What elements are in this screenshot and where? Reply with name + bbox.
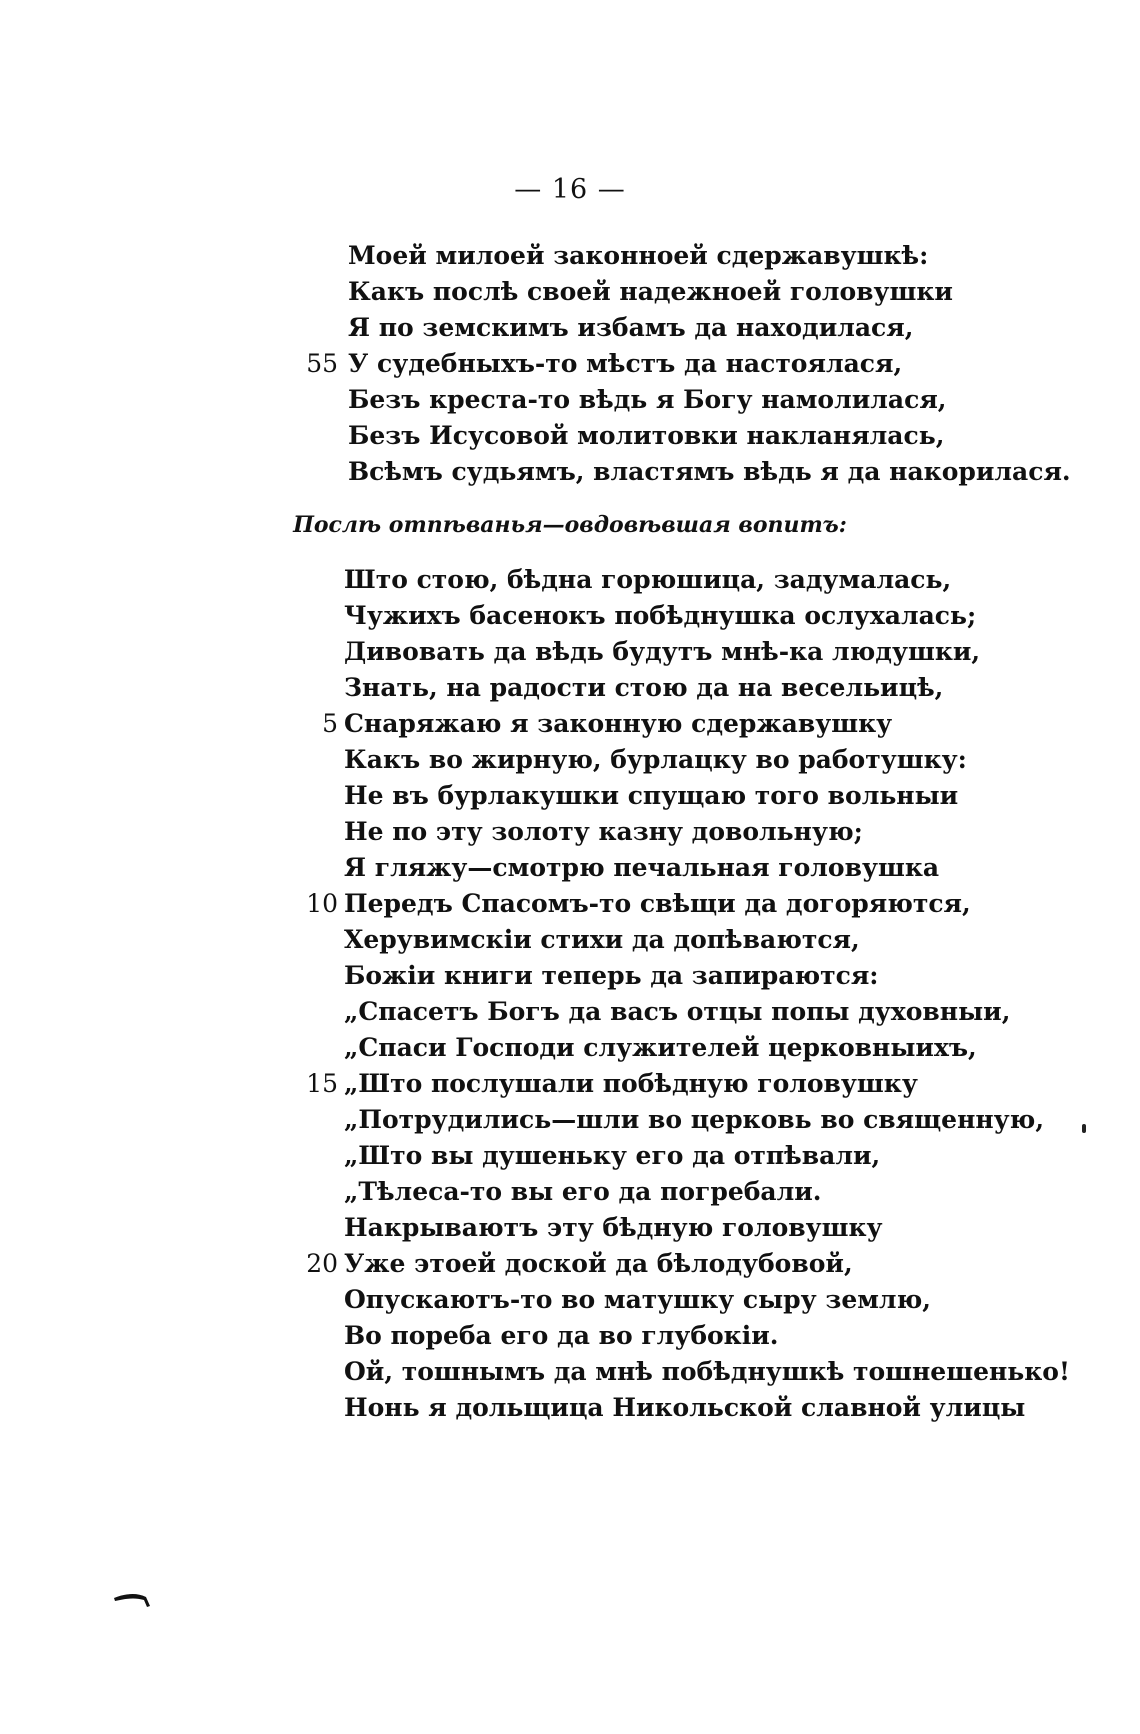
verse-line xyxy=(0,1390,1140,1426)
verse-line xyxy=(0,1210,1140,1246)
line-text: Божіи книги теперь да запираются: xyxy=(344,961,879,990)
verse-line xyxy=(0,670,1140,706)
line-text: Всѣмъ судьямъ, властямъ вѣдь я да накорилася. xyxy=(348,457,1071,486)
verse-line xyxy=(0,706,1140,742)
line-number: 5 xyxy=(322,709,338,738)
verse-line xyxy=(0,562,1140,598)
line-text: Дивовать да вѣдь будутъ мнѣ-ка людушки, xyxy=(344,637,981,666)
line-text: Безъ креста-то вѣдь я Богу намолилася, xyxy=(348,385,947,414)
verse-line xyxy=(0,382,1140,418)
line-text: Што стою, бѣдна горюшица, задумалась, xyxy=(344,565,952,594)
line-number: 15 xyxy=(306,1069,338,1098)
line-text: Какъ послѣ своей надежноей головушки xyxy=(348,277,953,306)
stanza-2 xyxy=(0,562,1140,1426)
line-text: Накрываютъ эту бѣдную головушку xyxy=(344,1213,883,1242)
line-text: Моей милоей законноей сдержавушкѣ: xyxy=(348,241,929,270)
line-text: Ой, тошнымъ да мнѣ побѣднушкѣ тошнешенько! xyxy=(344,1357,1070,1386)
line-text: Не въ бурлакушки спущаю того вольныи xyxy=(344,781,959,810)
verse-line xyxy=(0,1174,1140,1210)
line-text: Не по эту золоту казну довольную; xyxy=(344,817,863,846)
verse-line xyxy=(0,1102,1140,1138)
line-text: Я гляжу—смотрю печальная головушка xyxy=(344,853,940,882)
verse-line xyxy=(0,778,1140,814)
line-text: Я по земскимъ избамъ да находилася, xyxy=(348,313,914,342)
verse-line xyxy=(0,994,1140,1030)
line-text: Нонь я дольщица Никольской славной улицы xyxy=(344,1393,1026,1422)
verse-line xyxy=(0,1138,1140,1174)
section-heading: Послѣ отпѣванья—овдовѣвшая вопитъ: xyxy=(293,512,847,538)
verse-line xyxy=(0,310,1140,346)
verse-line xyxy=(0,1354,1140,1390)
verse-line xyxy=(0,850,1140,886)
line-text: „Потрудились—шли во церковь во священную, xyxy=(344,1105,1045,1134)
verse-line xyxy=(0,238,1140,274)
verse-line xyxy=(0,454,1140,490)
verse-line xyxy=(0,922,1140,958)
stanza-1 xyxy=(0,238,1140,490)
line-text: Безъ Исусовой молитовки накланялась, xyxy=(348,421,945,450)
verse-line xyxy=(0,1030,1140,1066)
verse-line xyxy=(0,634,1140,670)
line-text: Знать, на радости стою да на весельицѣ, xyxy=(344,673,944,702)
line-text: Опускаютъ-то во матушку сыру землю, xyxy=(344,1285,931,1314)
line-number: 55 xyxy=(306,349,338,378)
verse-line xyxy=(0,1318,1140,1354)
verse-line xyxy=(0,886,1140,922)
line-text: Херувимскіи стихи да допѣваются, xyxy=(344,925,860,954)
line-text: „Што послушали побѣдную головушку xyxy=(344,1069,918,1098)
verse-line xyxy=(0,814,1140,850)
verse-line xyxy=(0,1066,1140,1102)
line-text: У судебныхъ-то мѣстъ да настоялася, xyxy=(348,349,903,378)
line-text: Уже этоей доской да бѣлодубовой, xyxy=(344,1249,853,1278)
line-text: „Тѣлеса-то вы его да погребали. xyxy=(344,1177,822,1206)
verse-line xyxy=(0,1246,1140,1282)
line-text: Во пореба его да во глубокіи. xyxy=(344,1321,779,1350)
ink-mark-icon xyxy=(112,1588,156,1610)
verse-line xyxy=(0,598,1140,634)
verse-line xyxy=(0,742,1140,778)
line-text: „Спаси Господи служителей церковныихъ, xyxy=(344,1033,977,1062)
line-number: 20 xyxy=(306,1249,338,1278)
verse-line xyxy=(0,274,1140,310)
line-text: „Спасетъ Богъ да васъ отцы попы духовныи, xyxy=(344,997,1011,1026)
line-text: „Што вы душеньку его да отпѣвали, xyxy=(344,1141,881,1170)
page-number: — 16 — xyxy=(514,174,626,205)
verse-line xyxy=(0,346,1140,382)
line-text: Чужихъ басенокъ побѣднушка ослухалась; xyxy=(344,601,977,630)
line-text: Какъ во жирную, бурлацку во работушку: xyxy=(344,745,967,774)
line-number: 10 xyxy=(306,889,338,918)
line-text: Передъ Спасомъ-то свѣщи да догоряются, xyxy=(344,889,971,918)
verse-line xyxy=(0,418,1140,454)
verse-line xyxy=(0,958,1140,994)
line-text: Снаряжаю я законную сдержавушку xyxy=(344,709,893,738)
verse-line xyxy=(0,1282,1140,1318)
ink-speck-icon xyxy=(1082,1124,1086,1133)
